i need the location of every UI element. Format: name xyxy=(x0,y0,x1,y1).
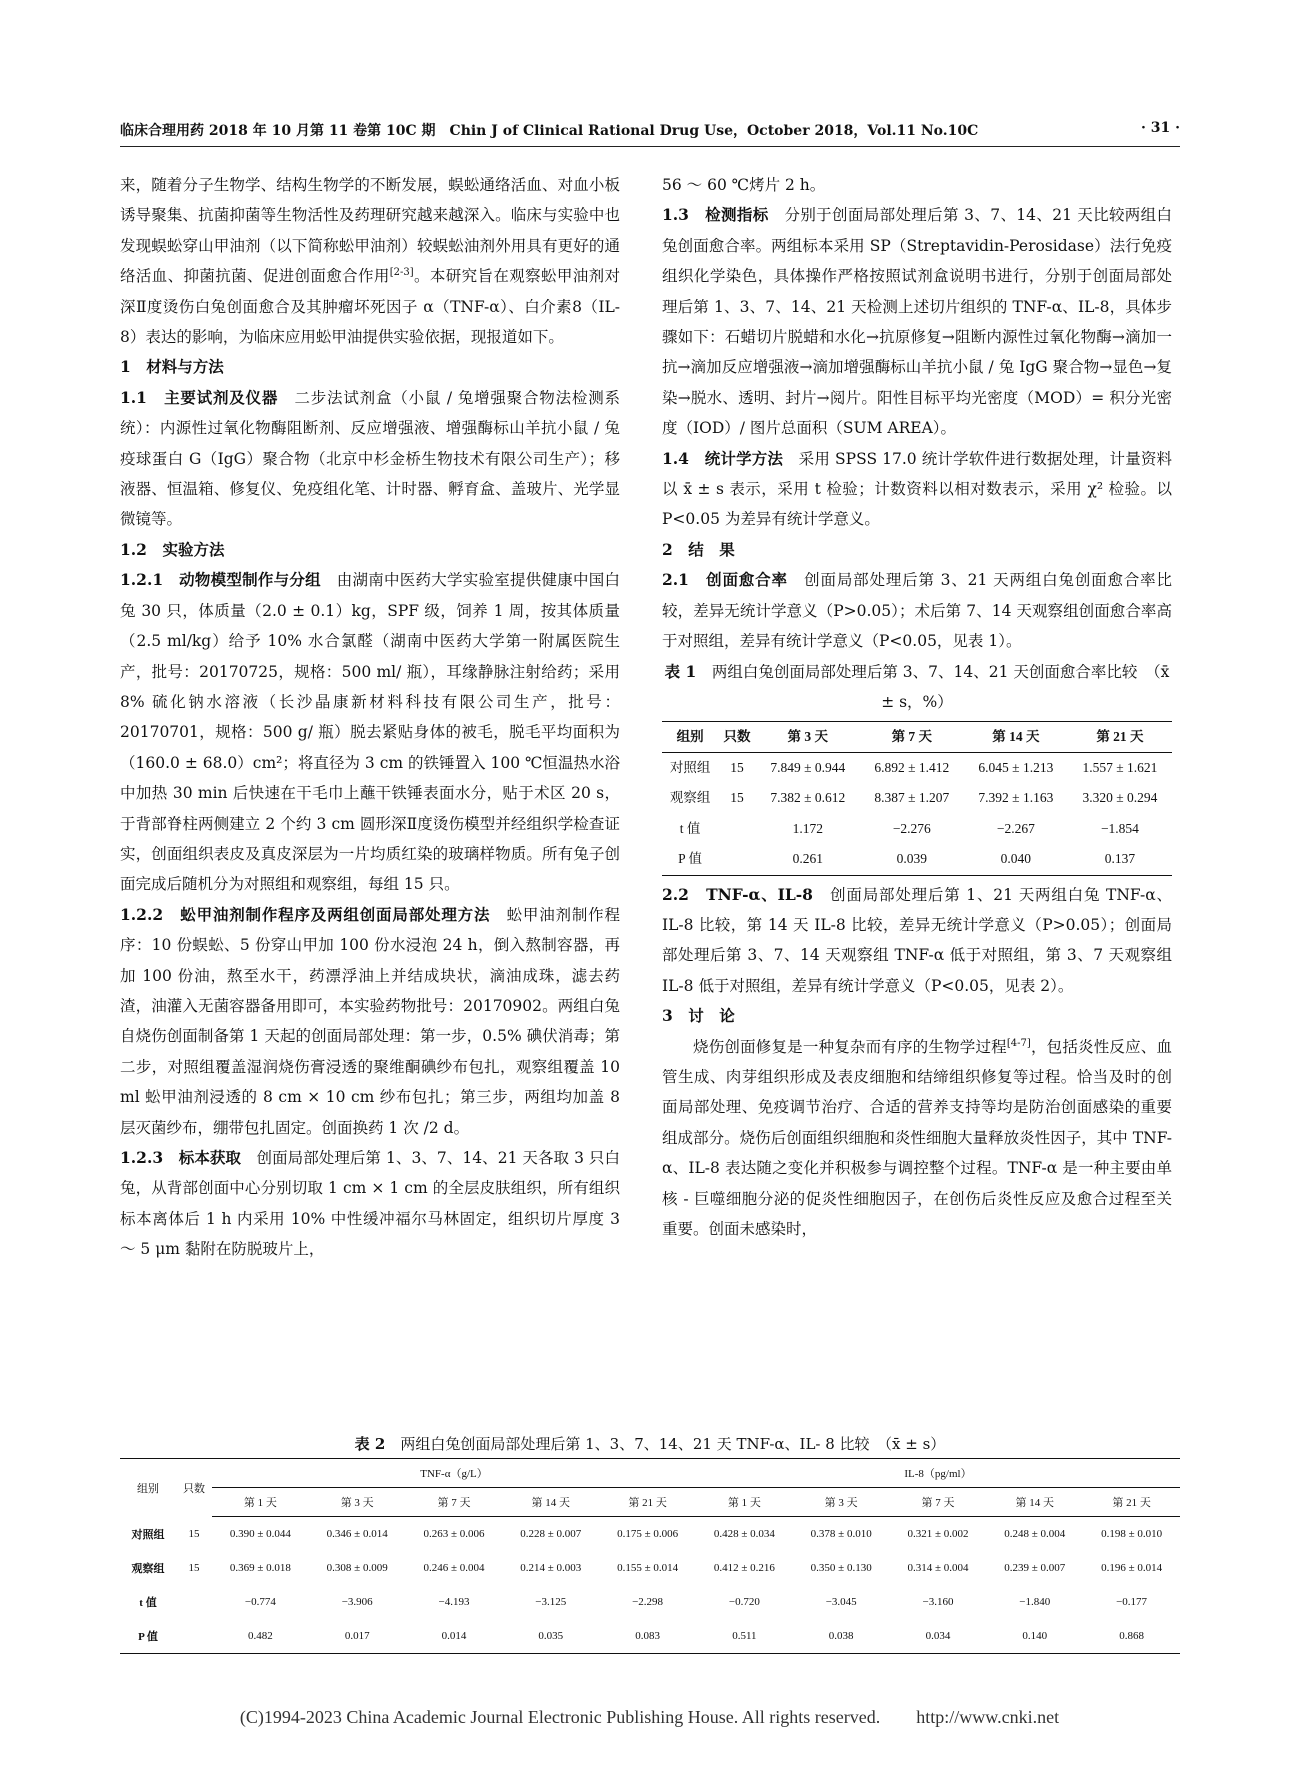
table-cell: 0.198 ± 0.010 xyxy=(1101,1528,1163,1540)
table1-header-cell: 只数 xyxy=(718,721,756,752)
table-row xyxy=(120,1551,1180,1585)
citation-ref: [2-3] xyxy=(389,267,414,279)
table-cell: −0.177 xyxy=(1116,1596,1148,1608)
intro-text: 来，随着分子生物学、结构生物学的不断发展，蜈蚣通络活血、对血小板诱导聚集、抗菌抑菌等生物活性及药理研究越来越深入。临床与实验中也发现蜈蚣穿山甲油剂（以下简称蚣甲油剂）较蜈蚣油剂外用具有更好的通络活血、抑菌抗菌、促进创面愈合作用 xyxy=(120,176,620,286)
paragraph-1-4 xyxy=(662,444,1172,535)
table-cell: 0.868 xyxy=(1083,1619,1180,1654)
table1-header-cell: 第 14 天 xyxy=(964,721,1068,752)
paragraph-text: 烧伤创面修复是一种复杂而有序的生物学过程 xyxy=(693,1037,1007,1056)
table-cell: t 值 xyxy=(679,820,701,836)
table-cell: 0.014 xyxy=(406,1619,503,1654)
subsection-title: 1.2.2 蚣甲油剂制作程序及两组创面局部处理方法 xyxy=(120,904,491,924)
discussion-paragraph xyxy=(662,1032,1172,1245)
table2-block xyxy=(120,1432,1180,1654)
table-cell: 0.350 ± 0.130 xyxy=(810,1562,872,1574)
table-cell: 0.035 xyxy=(502,1619,599,1654)
intro-text-tail: 。本研究旨在观察蚣甲油剂对深Ⅱ度烫伤白兔创面愈合及其肿瘤坏死因子 α（TNF-α）、白介素8（IL-8）表达的影响，为临床应用蚣甲油提供实验依据，现报道如下。 xyxy=(120,267,620,347)
table-cell: 7.392 ± 1.163 xyxy=(978,790,1054,806)
table2-header-row-1 xyxy=(120,1459,1180,1488)
table-cell: 0.196 ± 0.014 xyxy=(1101,1562,1163,1574)
table-cell: 对照组 xyxy=(131,1528,165,1541)
table-cell xyxy=(718,844,756,875)
table-cell: 0.378 ± 0.010 xyxy=(810,1528,872,1540)
table-cell: 0.511 xyxy=(696,1619,793,1654)
left-column xyxy=(120,170,620,1265)
table2 xyxy=(120,1458,1180,1654)
paragraph-text: 创面局部处理后第 3、21 天两组白兔创面愈合率比较，差异无统计学意义（P>0.05）；术后第 7、14 天观察组创面愈合率高于对照组，差异有统计学意义（P<0.05，见表 1）。 xyxy=(662,571,1172,651)
table-cell: 0.321 ± 0.002 xyxy=(907,1528,969,1540)
subsection-title: 1.4 统计学方法 xyxy=(662,448,784,468)
table1-header-cell: 第 3 天 xyxy=(756,721,860,752)
table-cell: −1.854 xyxy=(1100,820,1139,836)
table-cell: −0.774 xyxy=(244,1596,276,1608)
table-cell: 0.369 ± 0.018 xyxy=(229,1562,291,1574)
paragraph-text: 二步法试剂盒（小鼠 / 兔增强聚合物法检测系统）：内源性过氧化物酶阻断剂、反应增强液、增强酶标山羊抗小鼠 / 兔疫球蛋白 G（IgG）聚合物（北京中杉金桥生物技术有限公司生产）；移液器、恒温箱、修复仪、免疫组化笔、计时器、孵育盒、盖玻片、光学显微镜等。 xyxy=(120,388,621,529)
paragraph-text: 采用 SPSS 17.0 统计学软件进行数据处理，计量资料以 x̄ ± s 表示，采用 t 检验；计数资料以相对数表示，采用 χ² 检验。以 P<0.05 为差异有统计学意义。 xyxy=(662,449,1173,529)
table-cell: 0.040 xyxy=(964,844,1068,875)
table-cell: −3.906 xyxy=(341,1596,373,1608)
subsection-title: 2.1 创面愈合率 xyxy=(662,570,788,590)
table-cell: 0.248 ± 0.004 xyxy=(1004,1528,1066,1540)
table-row xyxy=(662,783,1172,813)
running-head-journal: 临床合理用药 2018 年 10 月第 11 卷第 10C 期 Chin J of Clinical Rational Drug Use，October 2018，Vol.11 No.10C xyxy=(120,123,979,139)
table2-header-cell: 第 1 天 xyxy=(696,1488,793,1517)
table2-label: 表 2 xyxy=(354,1435,386,1453)
table2-header-cell: 第 3 天 xyxy=(309,1488,406,1517)
running-head xyxy=(120,118,1180,144)
table-cell: −3.125 xyxy=(535,1596,567,1608)
table-cell: 1.557 ± 1.621 xyxy=(1082,759,1158,775)
table2-header-cell: 只数 xyxy=(176,1459,212,1517)
table1-header-row xyxy=(662,721,1172,752)
paragraph-2-2 xyxy=(662,880,1172,1002)
table-cell: −2.276 xyxy=(892,820,931,836)
table2-header-cell: 第 14 天 xyxy=(986,1488,1083,1517)
table-cell: 0.482 xyxy=(212,1619,309,1654)
table2-group-header-il8: IL-8（pg/ml） xyxy=(696,1459,1180,1488)
subsection-title: 1.1 主要试剂及仪器 xyxy=(120,387,279,407)
subsection-title: 2.2 TNF-α、IL-8 xyxy=(662,884,813,904)
table-cell: −0.720 xyxy=(728,1596,760,1608)
table-cell: 0.038 xyxy=(793,1619,890,1654)
continued-paragraph: 56 ～ 60 ℃烤片 2 h。 xyxy=(662,176,826,194)
table-cell: 0.034 xyxy=(890,1619,987,1654)
table-row xyxy=(662,814,1172,844)
table-cell: 3.320 ± 0.294 xyxy=(1082,790,1158,806)
table-cell: 6.045 ± 1.213 xyxy=(978,759,1054,775)
table-cell: P 值 xyxy=(120,1619,176,1654)
table-cell: −3.160 xyxy=(922,1596,954,1608)
subsection-title: 1.2.3 标本获取 xyxy=(120,1148,241,1167)
table-cell: 15 xyxy=(730,790,744,806)
table1-header-cell: 第 7 天 xyxy=(860,721,964,752)
table-cell: 0.140 xyxy=(986,1619,1083,1654)
table-cell: 对照组 xyxy=(669,759,711,775)
table-cell: 0.308 ± 0.009 xyxy=(326,1562,388,1574)
paragraph-1-3 xyxy=(662,200,1172,443)
table-cell: 6.892 ± 1.412 xyxy=(874,759,950,775)
table2-header-cell: 第 7 天 xyxy=(406,1488,503,1517)
intro-paragraph xyxy=(120,170,620,352)
table2-header-cell: 第 21 天 xyxy=(1083,1488,1180,1517)
table-cell: 0.083 xyxy=(599,1619,696,1654)
paragraph-1-2-1 xyxy=(120,565,620,899)
table2-header-cell: 第 21 天 xyxy=(599,1488,696,1517)
table-cell: 0.137 xyxy=(1068,844,1172,875)
table-cell: 0.214 ± 0.003 xyxy=(520,1562,582,1574)
table-cell: 7.849 ± 0.944 xyxy=(770,759,846,775)
subsection-title: 1.2.1 动物模型制作与分组 xyxy=(120,570,321,590)
paragraph-1-1 xyxy=(120,383,620,535)
table-row xyxy=(120,1517,1180,1552)
paragraph-text: 创面局部处理后第 1、3、7、14、21 天各取 3 只白兔，从背部创面中心分别切取 1 cm × 1 cm 的全层皮肤组织，所有组织标本离体后 1 h 内采用 10% 中性缓冲福尔马林固定，组织切片厚度 3 ～ 5 μm 黏附在防脱玻片上， xyxy=(120,1149,620,1259)
table-cell xyxy=(176,1619,212,1654)
table-cell: P 值 xyxy=(662,844,718,875)
table1 xyxy=(662,721,1172,876)
table-cell: 7.382 ± 0.612 xyxy=(770,790,846,806)
table2-caption xyxy=(120,1432,1180,1456)
table2-group-header-tnf: TNF-α（g/L） xyxy=(212,1459,696,1488)
table-cell: 0.246 ± 0.004 xyxy=(423,1562,485,1574)
table-row xyxy=(662,752,1172,783)
table-cell: −2.267 xyxy=(996,820,1035,836)
section-heading-discussion: 3 讨 论 xyxy=(662,1006,735,1026)
table-cell xyxy=(718,814,756,844)
table-cell: −3.045 xyxy=(825,1596,857,1608)
paragraph-text: 蚣甲油剂制作程序：10 份蜈蚣、5 份穿山甲加 100 份水浸泡 24 h，倒入熬制容器，再加 100 份油，熬至水干，药漂浮油上并结成块状，滴油成珠，滤去药渣，油灌入无菌容器备用即可，本实验药物批号：20170902。两组白兔自烧伤创面制备第 1 天起的创面局部处理：第一步，0.5% 碘伏消毒；第二步，对照组覆盖湿润烧伤膏浸透的聚维酮碘纱布包扎，观察组覆盖 10 ml 蚣甲油剂浸透的 8 cm × 10 cm 纱布包扎；第三步，两组均加盖 8 层灭菌纱布，绷带包扎固定。创面换药 1 次 /2 d。 xyxy=(120,905,620,1137)
table-cell: 0.390 ± 0.044 xyxy=(229,1528,291,1540)
subsection-heading-1-2: 1.2 实验方法 xyxy=(120,539,225,559)
table-cell: −2.298 xyxy=(632,1596,664,1608)
paragraph-text: 分别于创面局部处理后第 3、7、14、21 天比较两组白兔创面愈合率。两组标本采用 SP（Streptavidin-Perosidase）法行免疫组织化学染色，具体操作严格按照试剂盒说明书进行，分别于创面局部处理后第 1、3、7、14、21 天检测上述切片组织的 TNF-α、IL-8，具体步骤如下：石蜡切片脱蜡和水化→抗原修复→阻断内源性过氧化物酶→滴加一抗→滴加反应增强液→滴加增强酶标山羊抗小鼠 / 兔 IgG 聚合物→显色→复染→脱水、透明、封片→阅片。阳性目标平均光密度（MOD）= 积分光密度（IOD）/ 图片总面积（SUM AREA）。 xyxy=(662,206,1173,438)
subsection-title: 1.3 检测指标 xyxy=(662,205,769,225)
paragraph-2-1 xyxy=(662,565,1172,656)
table-cell: −1.840 xyxy=(1019,1596,1051,1608)
table-cell: 观察组 xyxy=(669,790,711,806)
table-cell: 8.387 ± 1.207 xyxy=(874,790,950,806)
table-row xyxy=(662,844,1172,875)
table-cell: −4.193 xyxy=(438,1596,470,1608)
table2-header-cell: 第 1 天 xyxy=(212,1488,309,1517)
table2-header-cell: 第 3 天 xyxy=(793,1488,890,1517)
table-row xyxy=(120,1619,1180,1654)
table-cell: 0.346 ± 0.014 xyxy=(326,1528,388,1540)
table2-header-row-2 xyxy=(120,1488,1180,1517)
paragraph-text: 创面局部处理后第 1、21 天两组白兔 TNF-α、IL-8 比较，第 14 天 IL-8 比较，差异无统计学意义（P>0.05）；创面局部处理后第 3、7、14 天观察组 TNF-α 低于对照组，第 3、7 天观察组 IL-8 低于对照组，差异有统计学意义（P<0.05，见表 2）。 xyxy=(662,885,1172,995)
table1-header-cell: 第 21 天 xyxy=(1068,721,1172,752)
table-cell: 0.039 xyxy=(860,844,964,875)
table-cell: 0.314 ± 0.004 xyxy=(907,1562,969,1574)
table-cell: 0.263 ± 0.006 xyxy=(423,1528,485,1540)
table-cell: 1.172 xyxy=(792,820,823,836)
table-cell: 15 xyxy=(188,1562,200,1574)
table2-header-cell: 组别 xyxy=(120,1459,176,1517)
table-cell: 15 xyxy=(730,759,744,775)
table-cell: 15 xyxy=(188,1527,200,1540)
table-cell: 0.428 ± 0.034 xyxy=(713,1528,775,1540)
paragraph-1-2-2 xyxy=(120,900,620,1143)
table1-header-cell: 组别 xyxy=(662,721,718,752)
table1-label: 表 1 xyxy=(664,661,697,681)
table-cell: 0.261 xyxy=(756,844,860,875)
table2-header-cell: 第 7 天 xyxy=(890,1488,987,1517)
section-heading-methods: 1 材料与方法 xyxy=(120,357,224,377)
copyright-footer: (C)1994-2023 China Academic Journal Electronic Publishing House. All rights reserved. http://www.cnki.net xyxy=(239,1707,1060,1727)
section-heading-results: 2 结 果 xyxy=(662,539,735,559)
table-row xyxy=(120,1585,1180,1619)
page-number: · 31 · xyxy=(1141,120,1180,136)
paragraph-text-tail: ，包括炎性反应、血管生成、肉芽组织形成及表皮细胞和结缔组织修复等过程。恰当及时的创面局部处理、免疫调节治疗、合适的营养支持等均是防治创面感染的重要组成部分。烧伤后创面组织细胞和炎性细胞大量释放炎性因子，其中 TNF-α、IL-8 表达随之变化并积极参与调控整个过程。TNF-α 是一种主要由单核 - 巨噬细胞分泌的促炎性细胞因子，在创伤后炎性反应及愈合过程至关重要。创面未感染时， xyxy=(662,1037,1172,1238)
table2-header-cell: 第 14 天 xyxy=(502,1488,599,1517)
table-cell: 0.017 xyxy=(309,1619,406,1654)
table-cell: 0.412 ± 0.216 xyxy=(713,1562,775,1574)
table-cell: t 值 xyxy=(139,1597,157,1609)
table-cell xyxy=(176,1585,212,1619)
table-cell: 观察组 xyxy=(131,1563,165,1575)
paragraph-text: 由湖南中医药大学实验室提供健康中国白兔 30 只，体质量（2.0 ± 0.1）kg，SPF 级，饲养 1 周，按其体质量（2.5 ml/kg）给予 10% 水合氯醛（湖南中医药大学第一附属医院生产，批号：20170725，规格：500 ml/ 瓶），耳缘静脉注射给药；采用 8% 硫化钠水溶液（长沙晶康新材料科技有限公司生产，批号：20170701，规格：500 g/ 瓶）脱去紧贴身体的被毛，脱毛平均面积为（160.0 ± 68.0）cm²；将直径为 3 cm 的铁锤置入 100 ℃恒温热水浴中加热 30 min 后快速在干毛巾上蘸干铁锤表面水分，贴于术区 20 s，于背部脊柱两侧建立 2 个约 3 cm 圆形深Ⅱ度烫伤模型并经组织学检查证实，创面组织表皮及真皮深层为一片均质红染的玻璃样物质。所有兔子创面完成后随机分为对照组和观察组，每组 15 只。 xyxy=(120,571,620,894)
header-rule xyxy=(120,146,1180,147)
table-cell: 0.239 ± 0.007 xyxy=(1004,1562,1066,1574)
table1-caption xyxy=(662,657,1172,717)
table-cell: 0.228 ± 0.007 xyxy=(520,1528,582,1540)
paragraph-1-2-3 xyxy=(120,1143,620,1265)
citation-ref: [4-7] xyxy=(1006,1037,1031,1049)
table-cell: 0.155 ± 0.014 xyxy=(617,1562,679,1574)
table1-caption-text: 两组白兔创面局部处理后第 3、7、14、21 天创面愈合率比较 （x̄ ± s，%） xyxy=(696,662,1170,711)
table2-caption-text: 两组白兔创面局部处理后第 1、3、7、14、21 天 TNF-α、IL- 8 比较 （x̄ ± s） xyxy=(385,1435,946,1453)
right-column xyxy=(662,170,1172,1244)
table-cell: 0.175 ± 0.006 xyxy=(617,1528,679,1540)
